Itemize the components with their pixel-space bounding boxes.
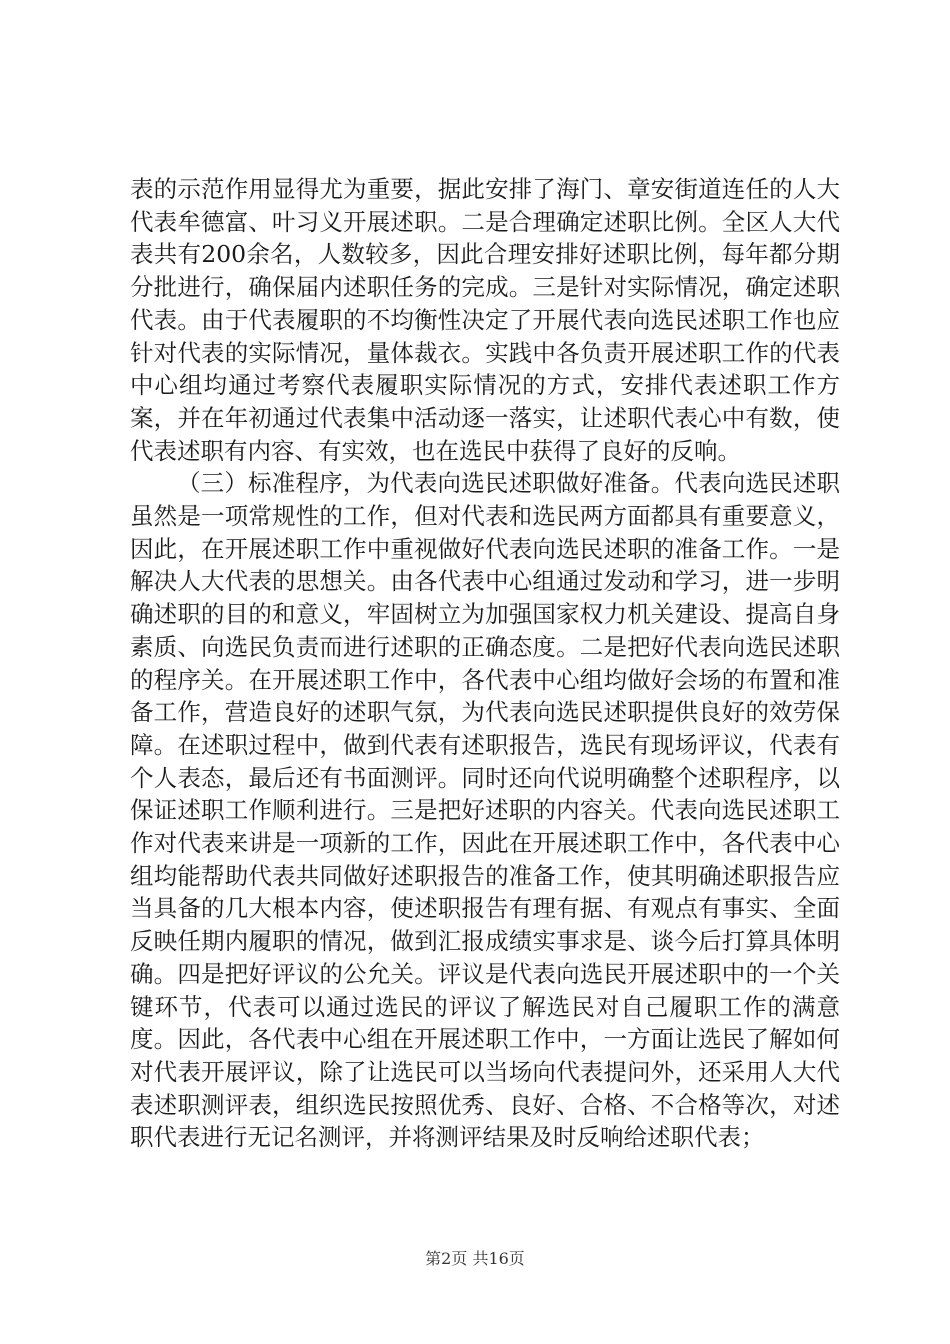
paragraph-continued: 表的示范作用显得尤为重要，据此安排了海门、章安街道连任的人大代表牟德富、叶习义开展述职。二是合理确定述职比例。全区人大代表共有200余名，人数较多，因此合理安排好述职比例，每年都分期分批进行，确保届内述职任务的完成。三是针对实际情况，确定述职代表。由于代表履职的不均衡性决定了开展代表向选民述职工作也应针对代表的实际情况，量体裁衣。实践中各负责开展述职工作的代表中心组均通过考察代表履职实际情况的方式，安排代表述职工作方案，并在年初通过代表集中活动逐一落实，让述职代表心中有数，使代表述职有内容、有实效，也在选民中获得了良好的反响。 [130,175,840,465]
document-body [130,173,840,1154]
paragraph-section-three: （三）标准程序，为代表向选民述职做好准备。代表向选民述职虽然是一项常规性的工作，但对代表和选民两方面都具有重要意义，因此，在开展述职工作中重视做好代表向选民述职的准备工作。一是解决人大代表的思想关。由各代表中心组通过发动和学习，进一步明确述职的目的和意义，牢固树立为加强国家权力机关建设、提高自身素质、向选民负责而进行述职的正确态度。二是把好代表向选民述职的程序关。在开展述职工作中，各代表中心组均做好会场的布置和准备工作，营造良好的述职气氛，为代表向选民述职提供良好的效劳保障。在述职过程中，做到代表有述职报告，选民有现场评议，代表有个人表态，最后还有书面测评。同时还向代说明确整个述职程序，以保证述职工作顺利进行。三是把好述职的内容关。代表向选民述职工作对代表来讲是一项新的工作，因此在开展述职工作中，各代表中心组均能帮助代表共同做好述职报告的准备工作，使其明确述职报告应当具备的几大根本内容，使述职报告有理有据、有观点有事实、全面反映任期内履职的情况，做到汇报成绩实事求是、谈今后打算具体明确。四是把好评议的公允关。评议是代表向选民开展述职中的一个关键环节，代表可以通过选民的评议了解选民对自己履职工作的满意度。因此，各代表中心组在开展述职工作中，一方面让选民了解如何对代表开展评议，除了让选民可以当场向代表提问外，还采用人大代表述职测评表，组织选民按照优秀、良好、合格、不合格等次，对述职代表进行无记名测评，并将测评结果及时反响给述职代表； [130,469,840,1152]
page-footer: 第2页 共16页 [425,1249,525,1268]
